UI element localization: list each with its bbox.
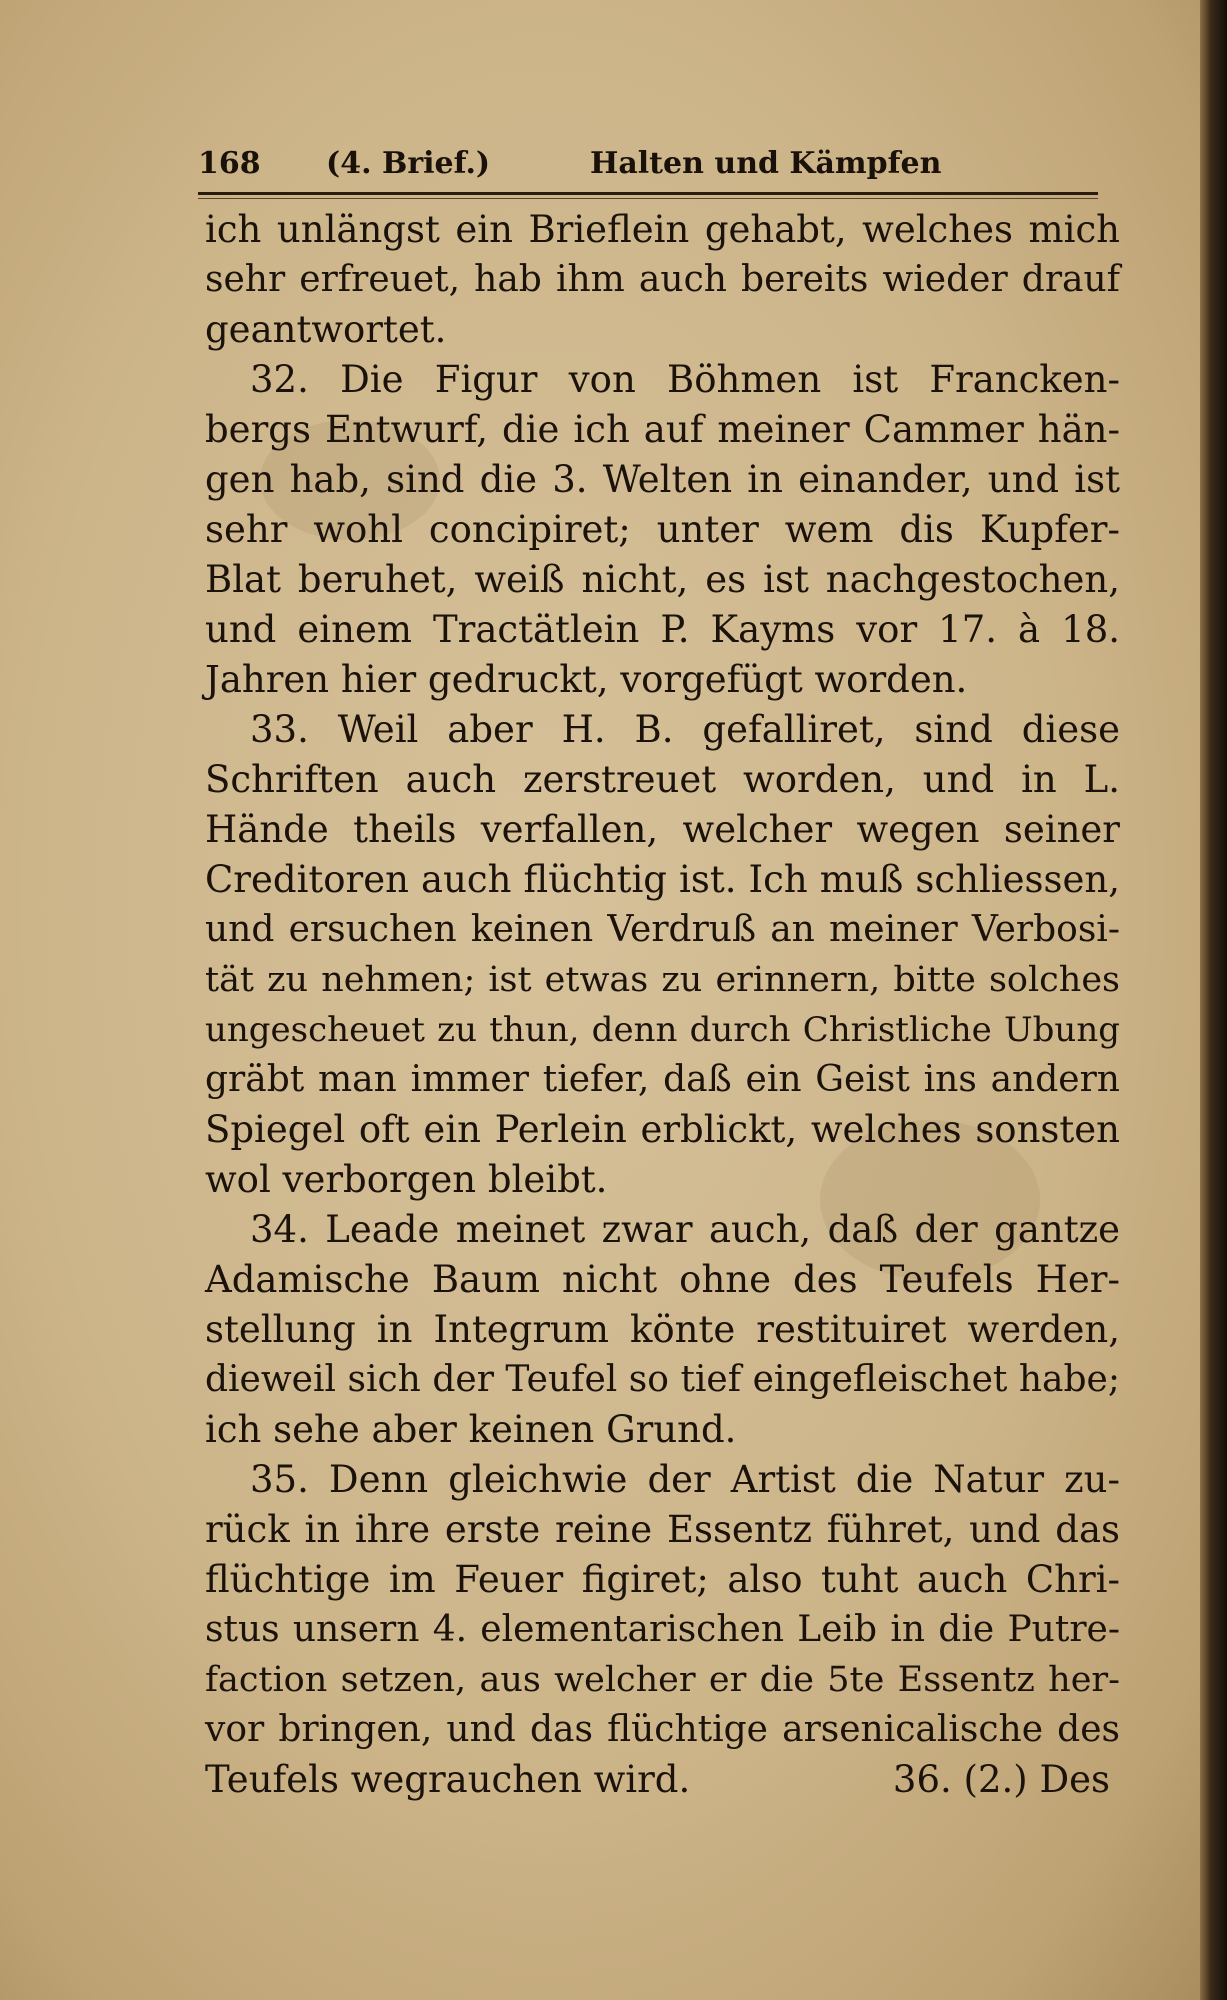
text-line: tät zu nehmen; ist etwas zu erinnern, bitte solches (205, 960, 1120, 1000)
page-number: 168 (198, 146, 261, 181)
text-line: ungescheuet zu thun, denn durch Christliche Ubung (205, 1010, 1120, 1050)
text-line: wol verborgen bleibt. (205, 1158, 608, 1201)
text-line: gen hab, sind die 3. Welten in einander, und ist (205, 458, 1120, 501)
text-line: ich unlängst ein Brieflein gehabt, welches mich (205, 208, 1120, 251)
text-line: geantwortet. (205, 308, 447, 351)
letter-label: (4. Brief.) (326, 146, 491, 181)
text-line: Blat beruhet, weiß nicht, es ist nachgestochen, (205, 558, 1120, 601)
text-line: 32. Die Figur von Böhmen ist Francken- (250, 358, 1120, 401)
text-line: 35. Denn gleichwie der Artist die Natur zu- (250, 1458, 1120, 1501)
text-line: flüchtige im Feuer figiret; also tuht auch Chri- (205, 1558, 1120, 1601)
text-line: Schriften auch zerstreuet worden, und in L. (205, 758, 1120, 801)
last-text-line (205, 1755, 1120, 1805)
header-rule-thin (198, 198, 1098, 199)
catchword: 36. (2.) Des (892, 1758, 1110, 1801)
text-line: ich sehe aber keinen Grund. (205, 1408, 737, 1451)
text-line: Adamische Baum nicht ohne des Teufels Her- (205, 1258, 1120, 1301)
text-line: rück in ihre erste reine Essentz führet, und das (205, 1508, 1120, 1551)
text-line: stellung in Integrum könte restituiret werden, (205, 1308, 1120, 1351)
text-line: 34. Leade meinet zwar auch, daß der gantze (250, 1208, 1120, 1251)
text-line: Jahren hier gedruckt, vorgefügt worden. (205, 658, 968, 701)
text-line: 33. Weil aber H. B. gefalliret, sind diese (250, 708, 1120, 751)
text-line: sehr erfreuet, hab ihm auch bereits wieder drauf (205, 259, 1120, 300)
text-line: sehr wohl concipiret; unter wem dis Kupfer- (205, 508, 1120, 551)
text-line: und ersuchen keinen Verdruß an meiner Verbosi- (205, 909, 1120, 950)
running-header (198, 138, 1098, 190)
book-gutter-edge (1200, 0, 1227, 2000)
text-line: Spiegel oft ein Perlein erblickt, welches sonsten (205, 1108, 1120, 1151)
body-text (205, 200, 1125, 1840)
text-line: faction setzen, aus welcher er die 5te Essentz her- (205, 1660, 1120, 1700)
text-line: stus unsern 4. elementarischen Leib in die Putre- (205, 1609, 1120, 1650)
text-line: und einem Tractätlein P. Kayms vor 17. à 18. (205, 608, 1120, 651)
text-line: Teufels wegrauchen wird. (205, 1758, 691, 1801)
header-rule (198, 192, 1098, 195)
text-line: Creditoren auch flüchtig ist. Ich muß schliessen, (205, 858, 1120, 901)
text-line: vor bringen, und das flüchtige arsenicalische des (205, 1709, 1120, 1750)
text-line: gräbt man immer tiefer, daß ein Geist ins andern (205, 1059, 1120, 1100)
text-line: bergs Entwurf, die ich auf meiner Cammer hän- (205, 408, 1120, 451)
text-line: dieweil sich der Teufel so tief eingefleischet habe; (205, 1359, 1120, 1400)
running-title: Halten und Kämpfen (590, 146, 942, 181)
text-line: Hände theils verfallen, welcher wegen seiner (205, 808, 1120, 851)
